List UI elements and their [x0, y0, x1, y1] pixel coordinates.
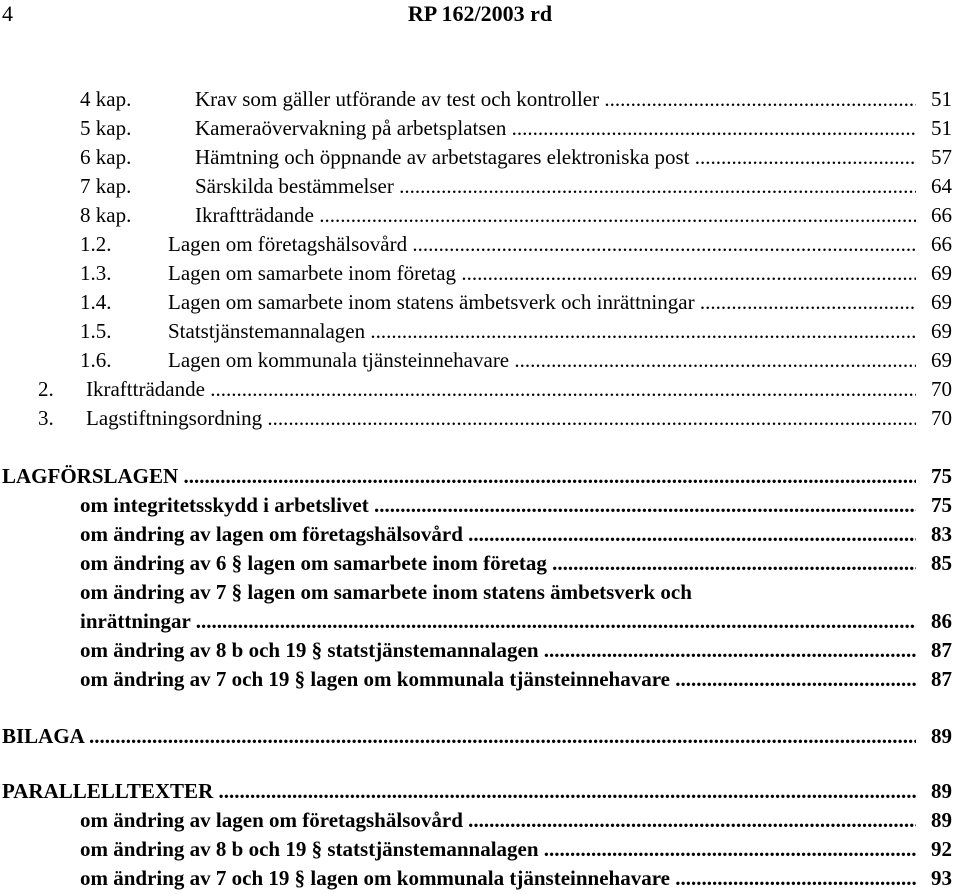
- toc-entry-page: 89: [916, 777, 952, 806]
- toc-entry-title: om ändring av 7 och 19 § lagen om kommunala tjänsteinnehavare: [80, 866, 670, 890]
- toc-entry-1-2: [80, 230, 952, 259]
- toc-entry-title: Särskilda bestämmelser: [195, 174, 394, 198]
- toc-entry-page: 69: [916, 346, 952, 375]
- toc-entry-title: LAGFÖRSLAGEN: [2, 464, 179, 488]
- toc-entry-title: Ikraftträdande: [86, 377, 205, 401]
- toc-entry-bilaga: [2, 722, 952, 751]
- toc-entry-number: 2.: [38, 377, 54, 401]
- toc-entry-2: [38, 375, 952, 404]
- toc-entry-page: 64: [916, 172, 952, 201]
- toc-entry-number: 1.5.: [80, 319, 112, 343]
- toc-entry-page: 93: [916, 864, 952, 893]
- toc-entry-page: 92: [916, 835, 952, 864]
- toc-entry-title: inrättningar: [80, 609, 191, 633]
- toc-entry-page: 85: [916, 549, 952, 578]
- toc-entry-page: 83: [916, 520, 952, 549]
- toc-entry-1-6: [80, 346, 952, 375]
- toc-entry-title: om ändring av lagen om företagshälsovård: [80, 522, 463, 546]
- toc-entry-title: Lagen om företagshälsovård: [168, 232, 408, 256]
- toc-entry-law-5: [80, 636, 952, 665]
- toc-entry-law-1: [80, 491, 952, 520]
- toc-entry-4-kap: [80, 85, 952, 114]
- toc-entry-parallel-3: [80, 864, 952, 893]
- toc-entry-page: 89: [916, 806, 952, 835]
- toc-entry-page: 51: [916, 114, 952, 143]
- toc-entry-title: Statstjänstemannalagen: [168, 319, 366, 343]
- toc-entry-page: 51: [916, 85, 952, 114]
- toc-entry-number: 1.3.: [80, 261, 112, 285]
- toc-entry-1-4: [80, 288, 952, 317]
- toc-entry-number: 8 kap.: [80, 203, 132, 227]
- toc-entry-title: Lagstiftningsordning: [86, 406, 263, 430]
- toc-entry-1-5: [80, 317, 952, 346]
- toc-entry-title: om integritetsskydd i arbetslivet: [80, 493, 369, 517]
- page-header: [0, 0, 960, 32]
- toc-entry-title: Lagen om samarbete inom företag: [168, 261, 457, 285]
- toc-entry-number: 6 kap.: [80, 145, 132, 169]
- toc-entry-page: 66: [916, 201, 952, 230]
- toc-entry-lagforslagen: [2, 462, 952, 491]
- toc-entry-title: om ändring av 7 och 19 § lagen om kommunala tjänsteinnehavare: [80, 667, 670, 691]
- toc-entry-number: 3.: [38, 406, 54, 430]
- toc-entry-page: 75: [916, 491, 952, 520]
- toc-entry-title: om ändring av lagen om företagshälsovård: [80, 808, 463, 832]
- toc-entry-title: Lagen om kommunala tjänsteinnehavare: [168, 348, 510, 372]
- toc-entry-title: Ikraftträdande: [195, 203, 314, 227]
- toc-entry-page: 69: [916, 317, 952, 346]
- toc-entry-law-4-line1: om ändring av 7 § lagen om samarbete inom statens ämbetsverk och: [80, 580, 692, 604]
- toc-entry-title: om ändring av 6 § lagen om samarbete inom företag: [80, 551, 547, 575]
- toc-entry-page: 87: [916, 636, 952, 665]
- toc-entry-page: 66: [916, 230, 952, 259]
- toc-entry-5-kap: [80, 114, 952, 143]
- toc-entry-title: PARALLELLTEXTER: [2, 779, 214, 803]
- toc-entry-page: 70: [916, 375, 952, 404]
- toc-entry-title: Krav som gäller utförande av test och kontroller: [195, 87, 600, 111]
- toc-entry-3: [38, 404, 952, 433]
- toc-entry-page: 57: [916, 143, 952, 172]
- toc-entry-title: Hämtning och öppnande av arbetstagares elektroniska post: [195, 145, 690, 169]
- toc-entry-page: 69: [916, 259, 952, 288]
- toc-entry-6-kap: [80, 143, 952, 172]
- page-number: 4: [2, 1, 13, 26]
- toc-entry-number: 5 kap.: [80, 116, 132, 140]
- toc-entry-page: 89: [916, 722, 952, 751]
- toc-entry-number: 1.6.: [80, 348, 112, 372]
- toc-entry-page: 69: [916, 288, 952, 317]
- toc-entry-parallelltexter: [2, 777, 952, 806]
- toc-entry-law-6: [80, 665, 952, 694]
- toc-entry-number: 1.2.: [80, 232, 112, 256]
- toc-entry-number: 4 kap.: [80, 87, 132, 111]
- toc-entry-title: Kameraövervakning på arbetsplatsen: [195, 116, 507, 140]
- toc-entry-page: 87: [916, 665, 952, 694]
- toc-entry-page: 86: [916, 607, 952, 636]
- toc-entry-8-kap: [80, 201, 952, 230]
- toc-entry-law-3: [80, 549, 952, 578]
- toc-entry-parallel-2: [80, 835, 952, 864]
- toc-entry-law-2: [80, 520, 952, 549]
- document-title: RP 162/2003 rd: [407, 1, 553, 26]
- toc-entry-title: Lagen om samarbete inom statens ämbetsverk och inrättningar: [168, 290, 695, 314]
- toc-entry-title: om ändring av 8 b och 19 § statstjänstemannalagen: [80, 837, 539, 861]
- toc-entry-law-4: [80, 607, 952, 636]
- toc-entry-number: 7 kap.: [80, 174, 132, 198]
- toc-entry-page: 70: [916, 404, 952, 433]
- toc-entry-7-kap: [80, 172, 952, 201]
- toc-entry-1-3: [80, 259, 952, 288]
- toc-entry-title: om ändring av 8 b och 19 § statstjänstemannalagen: [80, 638, 539, 662]
- toc-entry-parallel-1: [80, 806, 952, 835]
- toc-entry-number: 1.4.: [80, 290, 112, 314]
- toc-entry-page: 75: [916, 462, 952, 491]
- toc-entry-title: BILAGA: [2, 724, 84, 748]
